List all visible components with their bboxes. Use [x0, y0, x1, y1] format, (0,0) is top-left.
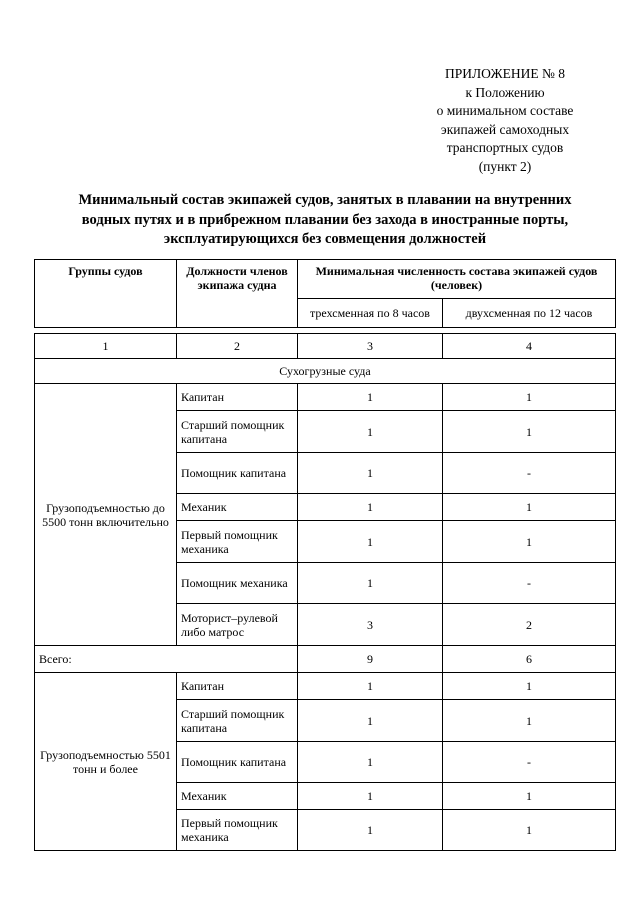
three-shift-cell: 1: [298, 384, 443, 411]
header-two-shift: двухсменная по 12 часов: [443, 299, 616, 328]
two-shift-cell: 1: [443, 494, 616, 521]
two-shift-cell: 1: [443, 673, 616, 700]
total-two-shift: 6: [443, 646, 616, 673]
total-three-shift: 9: [298, 646, 443, 673]
column-number: 2: [177, 334, 298, 359]
three-shift-cell: 1: [298, 810, 443, 851]
appendix-line: о минимальном составе: [436, 103, 574, 118]
document-title: [50, 191, 600, 250]
appendix-header: [405, 65, 605, 176]
header-min-crew: Минимальная численность состава экипажей судов (человек): [298, 260, 616, 299]
crew-table: [34, 259, 616, 851]
header-position: Должности членов экипажа судна: [177, 260, 298, 328]
position-cell: Старший помощник капитана: [177, 700, 298, 742]
three-shift-cell: 1: [298, 453, 443, 494]
two-shift-cell: 1: [443, 384, 616, 411]
position-cell: Капитан: [177, 384, 298, 411]
position-cell: Старший помощник капитана: [177, 411, 298, 453]
column-number: 3: [298, 334, 443, 359]
column-number: 1: [35, 334, 177, 359]
title-line: эксплуатирующихся без совмещения должностей: [163, 231, 487, 247]
appendix-line: ПРИЛОЖЕНИЕ № 8: [444, 66, 566, 81]
position-cell: Механик: [177, 783, 298, 810]
two-shift-cell: -: [443, 453, 616, 494]
three-shift-cell: 1: [298, 700, 443, 742]
three-shift-cell: 1: [298, 494, 443, 521]
two-shift-cell: 1: [443, 521, 616, 563]
two-shift-cell: -: [443, 742, 616, 783]
group-name: Грузоподъемностью до 5500 тонн включительно: [35, 384, 177, 646]
position-cell: Первый помощник механика: [177, 521, 298, 563]
position-cell: Помощник капитана: [177, 453, 298, 494]
three-shift-cell: 1: [298, 742, 443, 783]
appendix-line: транспортных судов: [446, 140, 564, 155]
group-name: Грузоподъемностью 5501 тонн и более: [35, 673, 177, 851]
header-group: Группы судов: [35, 260, 177, 328]
three-shift-cell: 1: [298, 563, 443, 604]
two-shift-cell: 1: [443, 810, 616, 851]
three-shift-cell: 1: [298, 783, 443, 810]
table-row: [35, 384, 616, 411]
two-shift-cell: 2: [443, 604, 616, 646]
total-row: [35, 646, 616, 673]
column-number: 4: [443, 334, 616, 359]
three-shift-cell: 1: [298, 521, 443, 563]
position-cell: Помощник механика: [177, 563, 298, 604]
title-line: водных путях и в прибрежном плавании без захода в иностранные порты,: [81, 211, 569, 228]
three-shift-cell: 1: [298, 411, 443, 453]
appendix-line: экипажей самоходных: [440, 121, 570, 137]
appendix-line: к Положению: [465, 84, 545, 100]
position-cell: Механик: [177, 494, 298, 521]
two-shift-cell: 1: [443, 700, 616, 742]
three-shift-cell: 1: [298, 673, 443, 700]
header-three-shift: трехсменная по 8 часов: [298, 299, 443, 328]
table-row: [35, 673, 616, 700]
appendix-line: (пункт 2): [478, 158, 532, 174]
position-cell: Капитан: [177, 673, 298, 700]
two-shift-cell: -: [443, 563, 616, 604]
position-cell: Помощник капитана: [177, 742, 298, 783]
title-line: Минимальный состав экипажей судов, занятых в плавании на внутренних: [78, 192, 572, 208]
position-cell: Моторист–рулевой либо матрос: [177, 604, 298, 646]
two-shift-cell: 1: [443, 783, 616, 810]
three-shift-cell: 3: [298, 604, 443, 646]
total-label: Всего:: [35, 646, 298, 673]
two-shift-cell: 1: [443, 411, 616, 453]
section-title: Сухогрузные суда: [35, 359, 616, 384]
position-cell: Первый помощник механика: [177, 810, 298, 851]
